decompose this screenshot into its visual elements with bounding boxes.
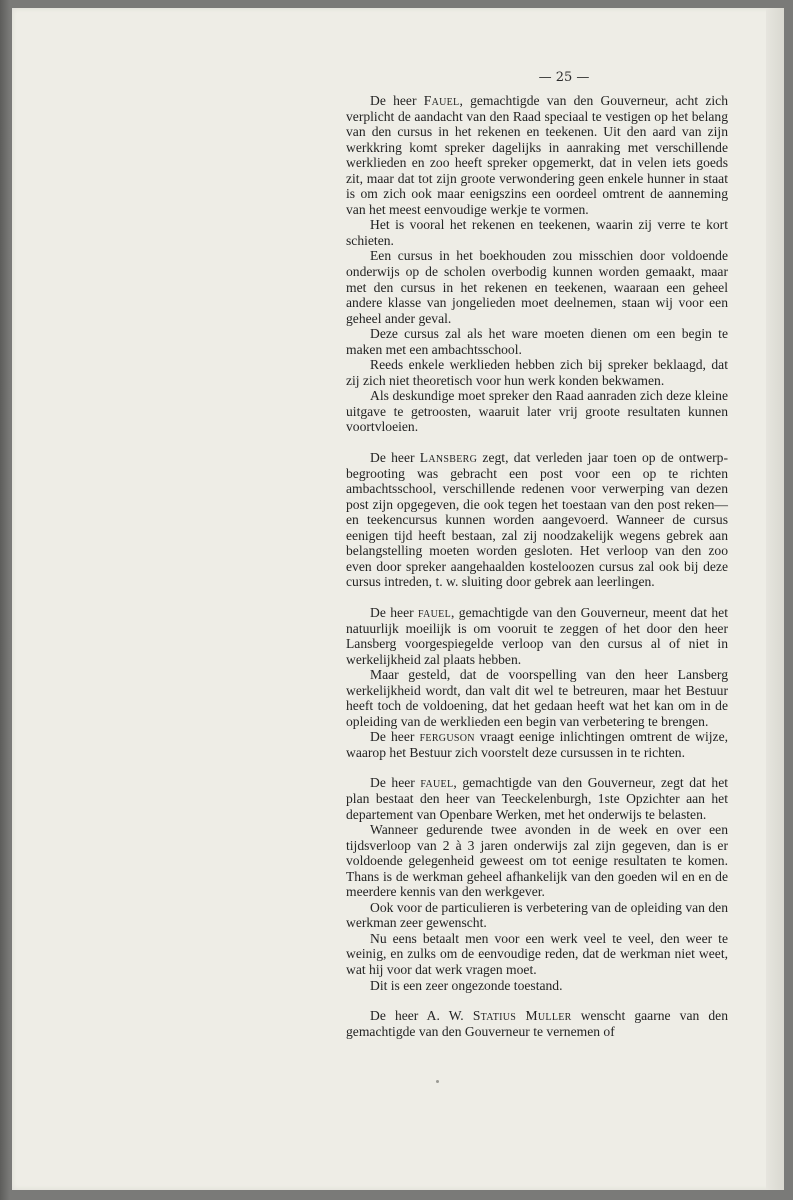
paragraph (346, 1008, 728, 1039)
paragraph-text: , gemachtigde van den Gouverneur, zegt dat het plan bestaat den heer van Teeckelenburgh, 1ste Opzichter aan het departement van Openbare Werken, met het onderwijs te belasten. (346, 775, 728, 822)
paragraph-text: , gemachtigde van den Gouverneur, acht zich verplicht de aandacht van den Raad speciaal te vestigen op het belang van den cursus in het rekenen en teekenen. Uit den aard van zijn werkkring komt spreker dagelijks in aanraking met verschillende werklieden en zoo heeft spreker opgemerkt, dat in velen iets goeds zit, maar dat tot zijn groote verwondering geen enkele hunner in staat is om zich ook maar eenigszins een oordeel omtrent de aanneming van het meest eenvoudige werkje te vormen. (346, 93, 728, 217)
paragraph: Ook voor de particulieren is verbetering van de opleiding van den werkman zeer gewenscht. (346, 899, 728, 931)
speaker-name: ferguson (419, 729, 475, 745)
paragraph (346, 729, 728, 760)
paragraph (346, 450, 728, 590)
speaker-name: fauel (418, 604, 451, 620)
paper-speck (436, 1080, 439, 1083)
paragraph: Als deskundige moet spreker den Raad aanraden zich deze kleine uitgave te getroosten, waaruit later vrij groote resultaten kunnen voortvloeien. (346, 388, 728, 435)
paragraph-text: wenscht gaarne van den gemachtigde van den Gouverneur te vernemen of (346, 1008, 728, 1039)
speaker-intro: De heer (370, 450, 415, 466)
paragraph (346, 775, 728, 822)
paragraph: Het is vooral het rekenen en teekenen, waarin zij verre te kort schieten. (346, 217, 728, 248)
paragraph: Wanneer gedurende twee avonden in de week en over een tijdsverloop van 2 à 3 jaren onderwijs zal zijn gegeven, dan is er voldoende gelegenheid geweest om tot eenige resultaten te komen. Thans is de werkman geheel afhankelijk van den goeden wil en en de meerdere kennis van den werkgever. (346, 822, 728, 900)
speaker-intro: De heer A. W. (370, 1008, 464, 1024)
paragraph-text: , gemachtigde van den Gouverneur, meent dat het natuurlijk moeilijk is om vooruit te zeggen of het door den heer Lansberg voorgespiegelde verloop van den cursus al of niet in werkelijkheid zal plaats hebben. (346, 604, 728, 667)
paragraph: Maar gesteld, dat de voorspelling van den heer Lansberg werkelijkheid wordt, dan valt dit wel te betreuren, maar het Bestuur heeft toch de voldoening, dat het gedaan heeft wat het kan om in de opleiding van de werklieden een begin van verbetering te brengen. (346, 667, 728, 729)
speaker-name: Fauel (423, 93, 460, 108)
speaker-name: Lansberg (419, 450, 478, 466)
text-column (346, 93, 728, 1039)
paragraph (346, 605, 728, 667)
speaker-intro: De heer (370, 775, 415, 791)
paragraph-text: vraagt eenige inlichtingen omtrent de wijze, waarop het Bestuur zich voorstelt deze cursussen in te richten. (346, 729, 728, 760)
speaker-intro: De heer (370, 604, 414, 620)
page-number: — 25 — (538, 70, 590, 85)
speaker-name: fauel (420, 775, 454, 791)
paragraph-text: zegt, dat verleden jaar toen op de ontwerp-begrooting was gebracht een post voor een op te richten ambachtsschool, verschillende redenen voor verwerping van dezen post zijn opgegeven, die ook tegen het toestaan van den post reken—en teekencursus kunnen worden aangevoerd. Wanneer de cursus eenigen tijd heeft bestaan, zal zij noodzakelijk wegens gebrek aan belangstelling moeten worden gesloten. Het verloop van den zoo even door spreker aangehaalden kosteloozen cursus zal ook bij deze cursus intreden, t. w. sluiting door gebrek aan leerlingen. (346, 450, 728, 590)
paragraph: Reeds enkele werklieden hebben zich bij spreker beklaagd, dat zij zich niet theoretisch voor hun werk konden bekwamen. (346, 357, 728, 388)
paragraph (346, 93, 728, 217)
speaker-intro: De heer (370, 93, 417, 108)
speaker-intro: De heer (370, 729, 415, 745)
page-edge (766, 8, 784, 1190)
paragraph: Nu eens betaalt men voor een werk veel te veel, den weer te weinig, en zulks om de eenvoudige reden, dat de werkman niet weet, wat hij voor dat werk vragen moet. (346, 930, 728, 977)
speaker-name: Statius Muller (472, 1008, 572, 1024)
paragraph: Een cursus in het boekhouden zou misschien door voldoende onderwijs op de scholen overbodig kunnen worden gemaakt, maar met den cursus in het rekenen en teekenen, waaraan een geheel andere klasse van jongelieden moet deelnemen, staan wij voor een geheel ander geval. (346, 248, 728, 326)
paragraph: Deze cursus zal als het ware moeten dienen om een begin te maken met een ambachtsschool. (346, 326, 728, 357)
paragraph: Dit is een zeer ongezonde toestand. (370, 977, 563, 993)
